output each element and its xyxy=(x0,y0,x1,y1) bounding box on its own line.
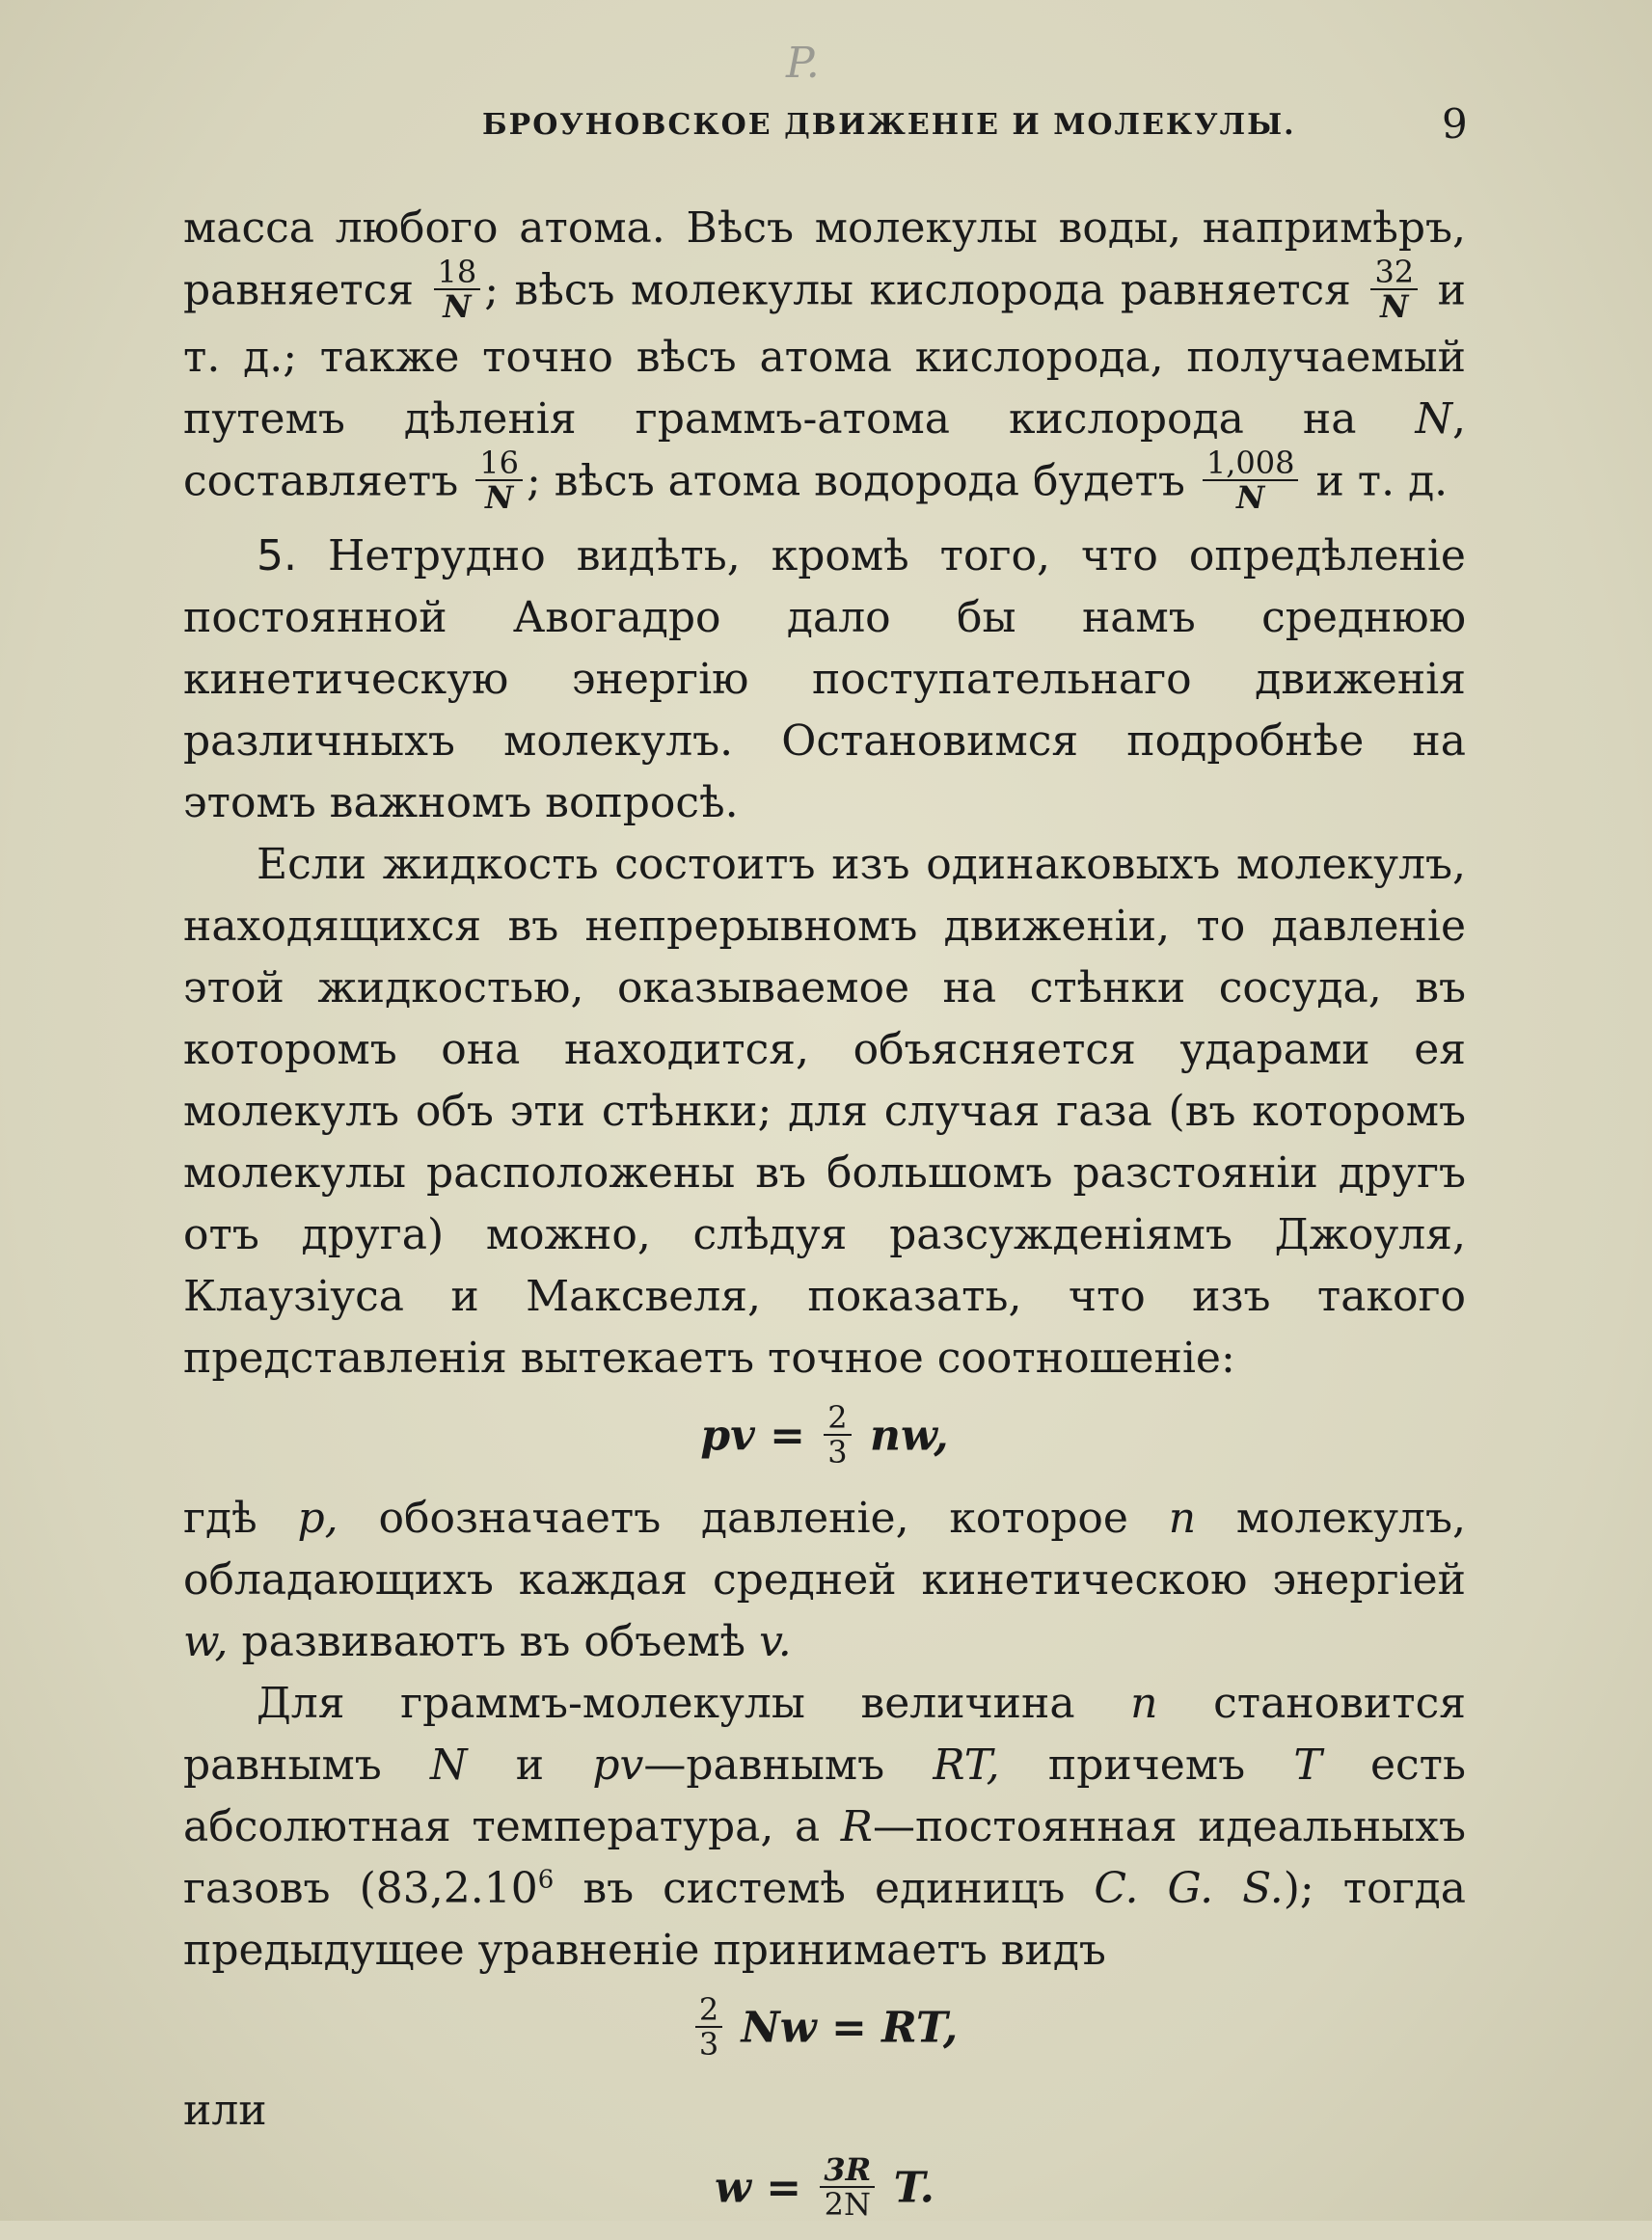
fraction-2-over-3-second: $\frac{2}{3}$ xyxy=(695,1993,722,2061)
fraction-3r-over-2n: $\frac{3R}{2N}$ xyxy=(820,2153,875,2221)
equation-nw-rt: $\frac{2}{3}$ Nw = RT, xyxy=(183,1997,1466,2065)
fraction-16-over-n: $\frac{16}{N}$ xyxy=(475,446,523,514)
or-word: или xyxy=(183,2086,267,2135)
pencil-mark: P. xyxy=(786,39,820,88)
page-body xyxy=(183,198,1466,2240)
fraction-2-over-3: $\frac{2}{3}$ xyxy=(824,1401,851,1469)
paragraph-definitions: гдѣ p, обозначаетъ давленіе, которое n молекулъ, обладающихъ каждая средней кинетическою энергіей w, развиваютъ въ объемѣ v. xyxy=(183,1494,1466,1666)
fraction-18-over-n: $\frac{18}{N}$ xyxy=(434,256,481,323)
fraction-32-over-n: $\frac{32}{N}$ xyxy=(1370,256,1418,323)
page-number: 9 xyxy=(1442,100,1468,148)
paragraph-1: масса любого атома. Вѣсъ молекулы воды, напримѣръ, равняется $\frac{18}{N}$ ; вѣсъ молекулы кислорода равняется $\frac{32}{N}$ и т. д.; также точно вѣсъ атома кислорода, получаемый путемъ дѣленія граммъ-атома кислорода на N, составляетъ $\frac{16}{N}$ ; вѣсъ атома водорода будетъ $\frac{1,008}{N}$ и т. д. xyxy=(183,203,1466,516)
paragraph-5: 5. Нетрудно видѣть, кромѣ того, что опредѣленіе постоянной Авогадро дало бы намъ среднюю кинетическую энергію поступательнаго движенія различныхъ молекулъ. Остановимся подробнѣе на этомъ важномъ вопросѣ. xyxy=(183,531,1466,827)
paragraph-pressure: Если жидкость состоитъ изъ одинаковыхъ молекулъ, находящихся въ непрерывномъ движеніи, то давленіе этой жидкостью, оказываемое на стѣнки сосуда, въ которомъ она находится, объясняется ударами ея молекулъ объ эти стѣнки; для случая газа (въ которомъ молекулы расположены въ большомъ разстояніи другъ отъ друга) можно, слѣдуя разсужденіямъ Джоуля, Клаузіуса и Максвеля, показать, что изъ такого представленія вытекаетъ точное соотношеніе: xyxy=(183,840,1466,1383)
fraction-1008-over-n: $\frac{1,008}{N}$ xyxy=(1203,446,1299,514)
paragraph-gram-molecule: Для граммъ-молекулы величина n становится равнымъ N и pv—равнымъ RT, причемъ T есть абсолютная температура, а R—постоянная идеальныхъ газовъ (83,2.10$^6$ въ системѣ единицъ C. G. S.); тогда предыдущее уравненіе принимаетъ видъ xyxy=(183,1679,1466,1975)
equation-w: w = $\frac{3R}{2N}$ T. xyxy=(715,2151,934,2223)
running-head: БРОУНОВСКОЕ ДВИЖЕНІЕ И МОЛЕКУЛЫ. xyxy=(482,108,1296,142)
section-number: 5. xyxy=(257,531,297,580)
equation-pv: pv = $\frac{2}{3}$ nw, xyxy=(700,1399,949,1471)
